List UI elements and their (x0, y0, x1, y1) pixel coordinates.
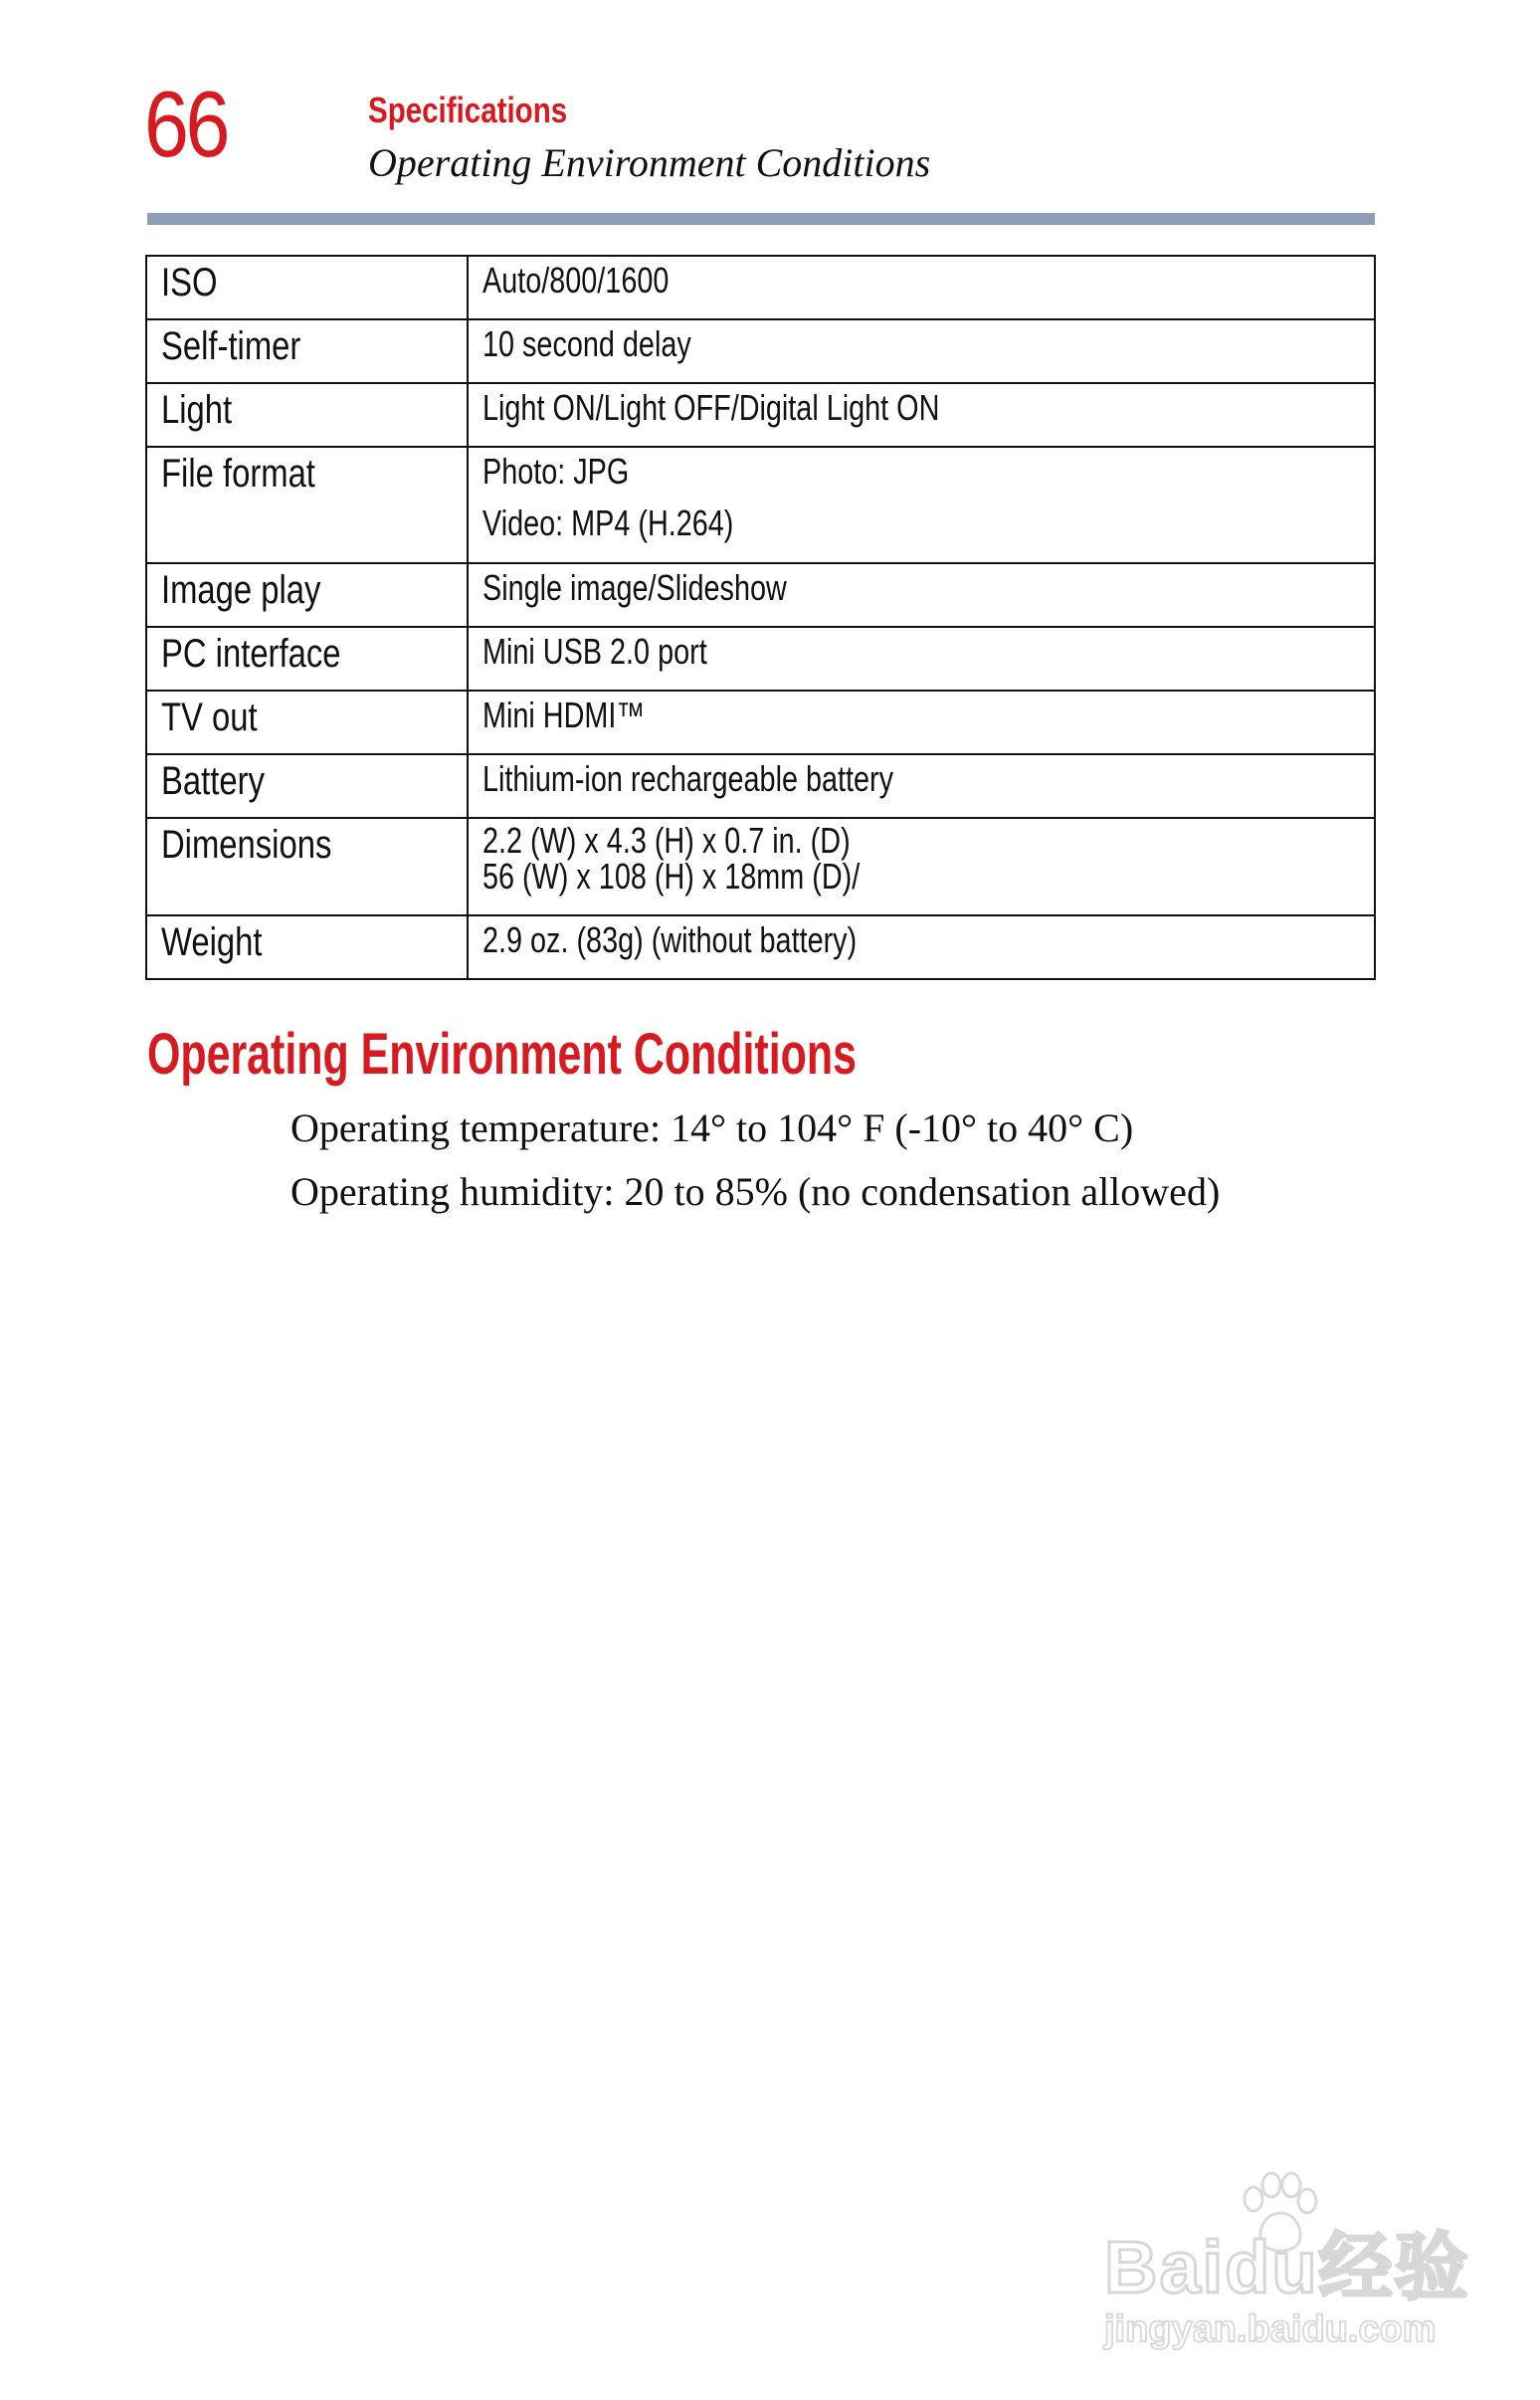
spec-label: Dimensions (161, 823, 332, 867)
table-row (146, 691, 1375, 754)
table-row (146, 256, 1375, 319)
operating-temperature-text: Operating temperature: 14° to 104° F (-10° to 40° C) (290, 1105, 1134, 1150)
section-heading: Operating Environment Conditions (147, 1022, 857, 1087)
table-row (146, 563, 1375, 627)
spec-value: Light ON/Light OFF/Digital Light ON (482, 387, 940, 428)
page-number: 66 (144, 72, 228, 176)
spec-value: Mini USB 2.0 port (482, 631, 707, 672)
watermark-url: jingyan.baidu.com (1104, 2308, 1437, 2350)
watermark-brand: Baidu经验 (1104, 2226, 1470, 2308)
spec-label: TV out (161, 696, 258, 739)
table-row (146, 818, 1375, 915)
table-row (146, 754, 1375, 818)
spec-value: 10 second delay (482, 323, 691, 364)
spec-value: Lithium-ion rechargeable battery (482, 758, 894, 799)
table-row (146, 447, 1375, 563)
table-row (146, 383, 1375, 447)
header-section-title: Specifications (368, 90, 568, 130)
spec-label: Image play (161, 568, 321, 612)
spec-value: Mini HDMI™ (482, 695, 646, 735)
table-row (146, 915, 1375, 979)
spec-value: 2.9 oz. (83g) (without battery) (482, 919, 858, 960)
spec-label: PC interface (161, 632, 341, 676)
spec-label: Light (161, 388, 233, 432)
spec-label: ISO (161, 261, 218, 304)
table-row (146, 319, 1375, 383)
spec-value: Single image/Slideshow (482, 567, 787, 608)
operating-humidity-text: Operating humidity: 20 to 85% (no condensation allowed) (290, 1169, 1221, 1214)
table-row (146, 627, 1375, 691)
spec-label: Weight (161, 920, 263, 964)
spec-table (145, 255, 1376, 980)
spec-label: Battery (161, 759, 265, 803)
spec-value: Photo: JPG (482, 451, 630, 492)
spec-value: Auto/800/1600 (482, 260, 670, 300)
spec-value: 56 (W) x 108 (H) x 18mm (D)/ (482, 856, 861, 897)
spec-value: 2.2 (W) x 4.3 (H) x 0.7 in. (D) (482, 820, 851, 861)
spec-label: Self-timer (161, 324, 301, 368)
header-rule (147, 213, 1375, 225)
watermark (1104, 2169, 1470, 2368)
spec-label: File format (161, 452, 315, 496)
spec-value: Video: MP4 (H.264) (482, 502, 734, 543)
header-subtitle: Operating Environment Conditions (368, 140, 931, 185)
